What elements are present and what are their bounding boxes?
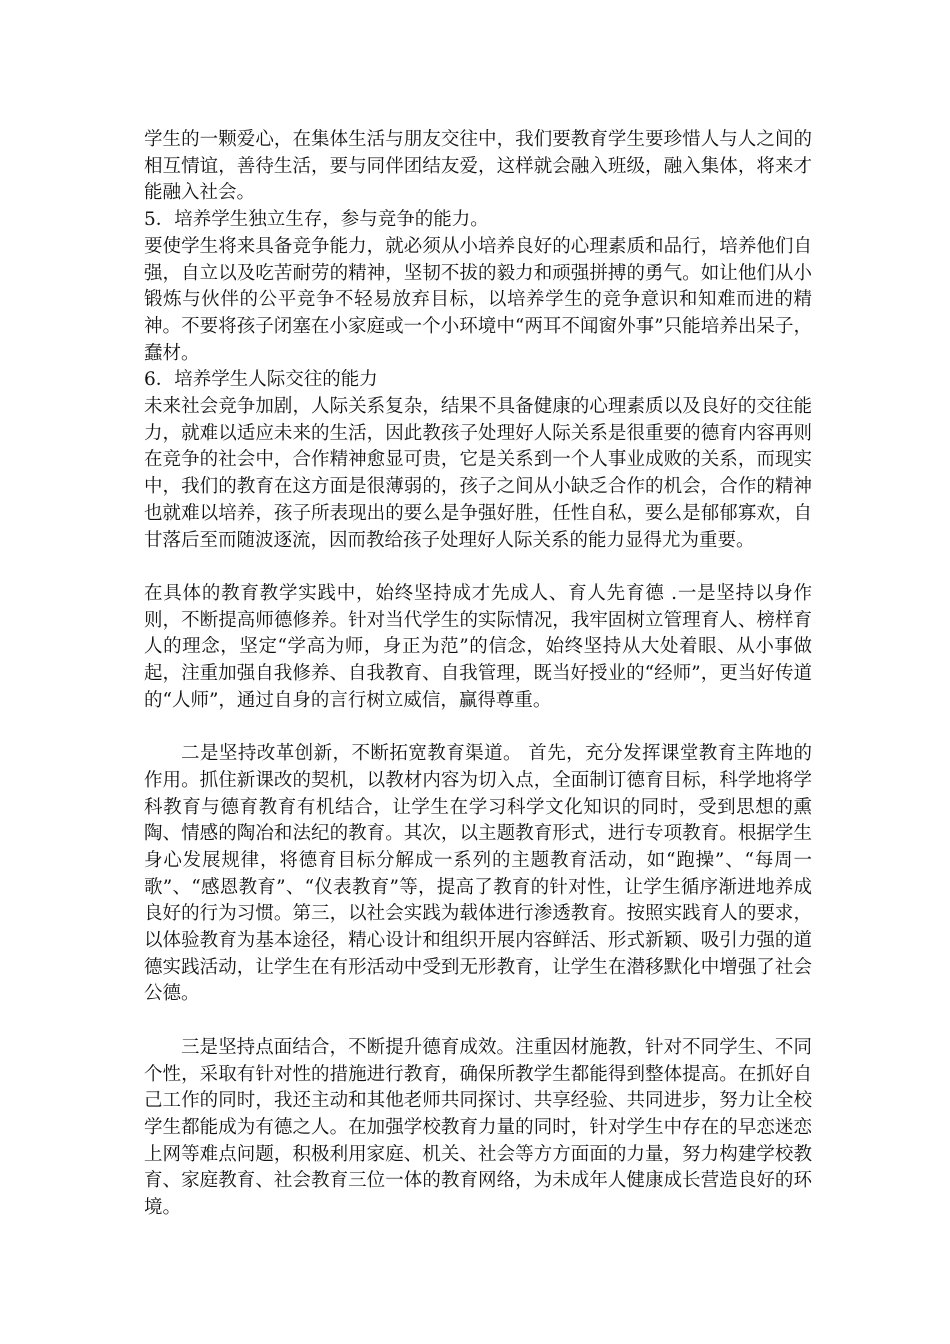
paragraph-love-society: 学生的一颗爱心，在集体生活与朋友交往中，我们要教育学生要珍惜人与人之间的相互情谊，善待生活，要与同伴团结友爱，这样就会融入班级，融入集体，将来才能融入社会。	[144, 129, 812, 204]
paragraph-interpersonal: 未来社会竞争加剧，人际关系复杂，结果不具备健康的心理素质以及良好的交往能力，就难以适应未来的生活，因此教孩子处理好人际关系是很重要的德育内容再则在竞争的社会中，合作精神愈显可贵，它是关系到一个人事业成败的关系，而现实中，我们的教育在这方面是很薄弱的，孩子之间从小缺乏合作的机会，合作的精神也就难以培养，孩子所表现出的要么是争强好胜，任性自私，要么是郁郁寡欢，自甘落后至而随波逐流，因而教给孩子处理好人际关系的能力显得尤为重要。	[144, 396, 812, 551]
heading-item-5: 5．培养学生独立生存，参与竞争的能力。	[144, 209, 489, 231]
paragraph-competition: 要使学生将来具备竞争能力，就必须从小培养良好的心理素质和品行，培养他们自强，自立以及吃苦耐劳的精神，坚韧不拔的毅力和顽强拼搏的勇气。如让他们从小锻炼与伙伴的公平竞争不轻易放弃目标，以培养学生的竞争意识和知难而进的精神。不要将孩子闭塞在小家庭或一个小环境中“两耳不闻窗外事”只能培养出呆子，蠢材。	[144, 235, 812, 364]
paragraph-teacher-ethics: 在具体的教育教学实践中，始终坚持成才先成人、育人先育德 .一是坚持以身作则，不断提高师德修养。针对当代学生的实际情况，我牢固树立管理育人、榜样育人的理念，坚定“学高为师，身正为范”的信念，始终坚持从大处着眼、从小事做起，注重加强自我修养、自我教育、自我管理，既当好授业的“经师”，更当好传道的“人师”，通过自身的言行树立威信，赢得尊重。	[144, 582, 812, 711]
paragraph-point-and-area: 三是坚持点面结合，不断提升德育成效。注重因材施教，针对不同学生、不同个性，采取有针对性的措施进行教育，确保所教学生都能得到整体提高。在抓好自己工作的同时，我还主动和其他老师共同探讨、共享经验、共同进步，努力让全校学生都能成为有德之人。在加强学校教育力量的同时，针对学生中存在的早恋迷恋上网等难点问题，积极利用家庭、机关、社会等方方面面的力量，努力构建学校教育、家庭教育、社会教育三位一体的教育网络，为未成年人健康成长营造良好的环境。	[144, 1036, 812, 1219]
paragraph-spacer	[144, 1008, 812, 1035]
heading-item-6: 6．培养学生人际交往的能力	[144, 369, 378, 391]
document-body	[144, 127, 812, 1222]
paragraph-spacer	[144, 554, 812, 581]
paragraph-spacer	[144, 714, 812, 741]
paragraph-reform-innovation: 二是坚持改革创新，不断拓宽教育渠道。 首先，充分发挥课堂教育主阵地的作用。抓住新课改的契机，以教材内容为切入点，全面制订德育目标，科学地将学科教育与德育教育有机结合，让学生在学习科学文化知识的同时，受到思想的熏陶、情感的陶冶和法纪的教育。其次，以主题教育形式，进行专项教育。根据学生身心发展规律，将德育目标分解成一系列的主题教育活动，如“跑操”、“每周一歌”、“感恩教育”、“仪表教育”等，提高了教育的针对性，让学生循序渐进地养成良好的行为习惯。第三，以社会实践为载体进行渗透教育。按照实践育人的要求，以体验教育为基本途径，精心设计和组织开展内容鲜活、形式新颖、吸引力强的道德实践活动，让学生在有形活动中受到无形教育，让学生在潜移默化中增强了社会公德。	[144, 743, 812, 1005]
